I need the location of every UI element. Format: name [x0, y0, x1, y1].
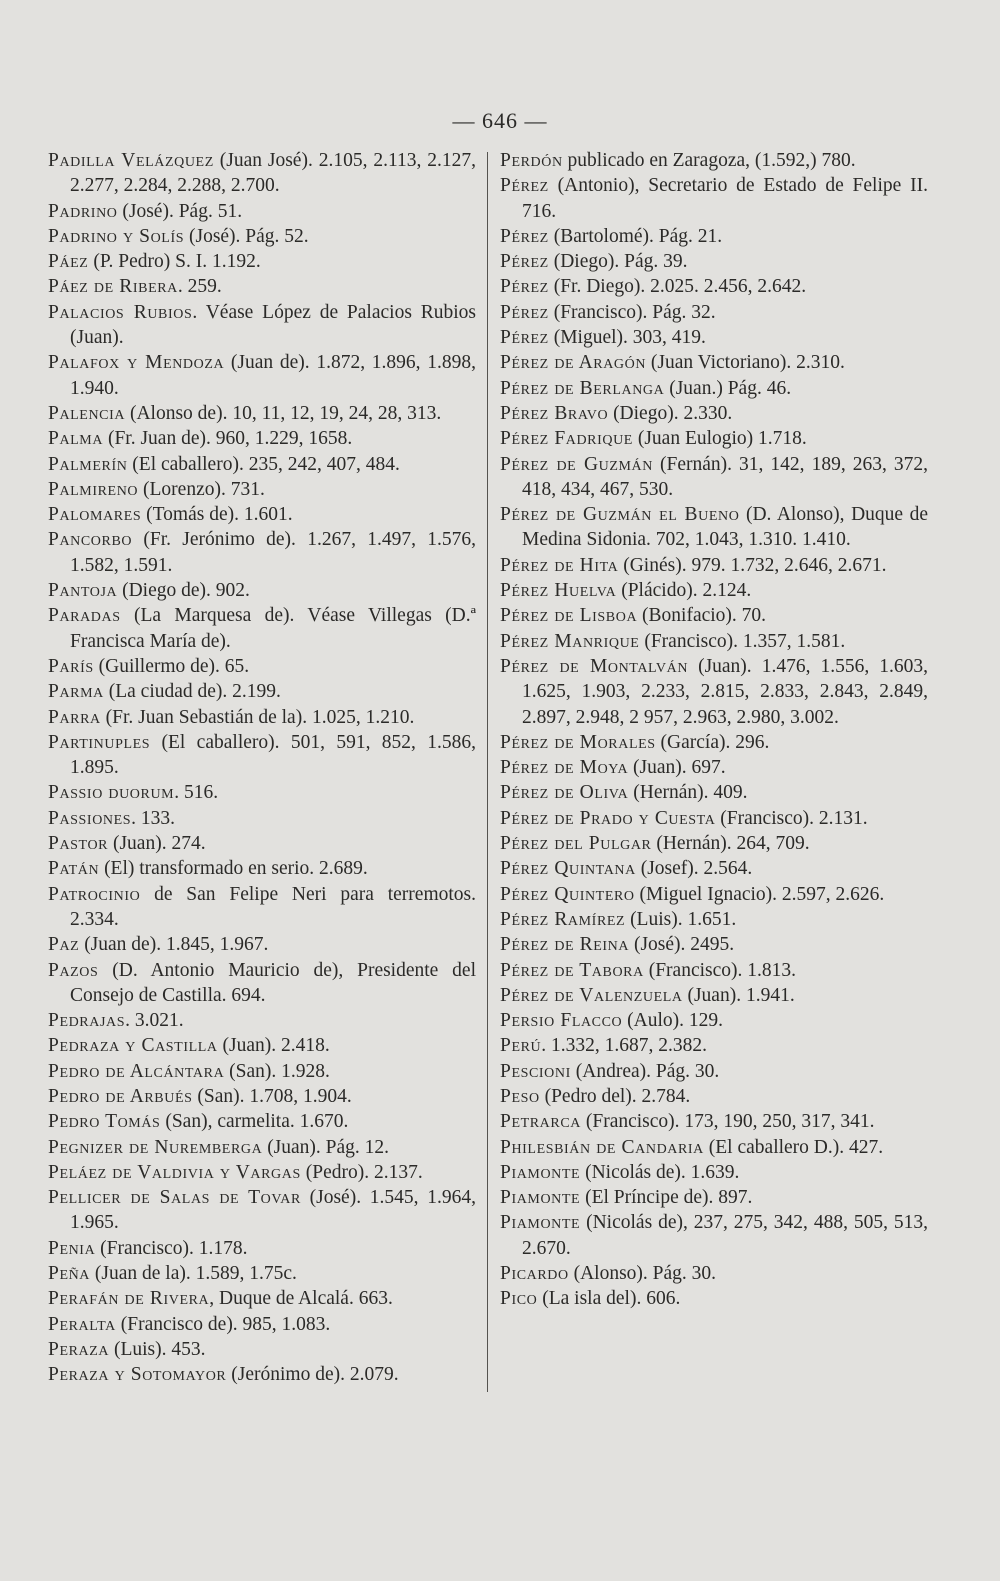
- entry-name: Pérez de Oliva: [500, 782, 629, 804]
- entry-name: Pérez de Morales: [500, 731, 656, 753]
- entry-references: (San). 1.708, 1.904.: [192, 1085, 352, 1107]
- entry-name: Patrocinio: [48, 883, 141, 905]
- index-entry: [48, 1084, 476, 1109]
- index-entry: [500, 882, 928, 907]
- entry-references: (La Marquesa de). Véase Villegas (D.ª Francisca María de).: [70, 605, 476, 652]
- entry-references: (La isla del). 606.: [537, 1288, 681, 1310]
- entry-name: Paradas: [48, 605, 121, 627]
- entry-references: (Ginés). 979. 1.732, 2.646, 2.671.: [618, 554, 887, 576]
- index-entry: [500, 274, 928, 299]
- entry-references: (Fr. Jerónimo de). 1.267, 1.497, 1.576, 1.582, 1.591.: [70, 529, 476, 576]
- entry-name: Pedrajas: [48, 1010, 126, 1032]
- entry-name: Pérez de Moya: [500, 757, 629, 779]
- entry-name: Peraza: [48, 1338, 110, 1360]
- index-entry: [500, 730, 928, 755]
- index-entry: [48, 1312, 476, 1337]
- entry-references: (Jerónimo de). 2.079.: [226, 1364, 399, 1386]
- index-entry: [500, 1210, 928, 1261]
- entry-references: (Juan de la). 1.589, 1.75c.: [90, 1263, 297, 1285]
- entry-name: Penia: [48, 1237, 96, 1259]
- entry-name: Pegnizer de Nuremberga: [48, 1136, 263, 1158]
- entry-references: . 516.: [174, 782, 219, 804]
- entry-name: Piamonte: [500, 1161, 581, 1183]
- entry-name: Picardo: [500, 1263, 569, 1285]
- index-entry: [500, 1008, 928, 1033]
- entry-name: Pérez de Guzmán el Bueno: [500, 504, 740, 526]
- entry-references: (San). 1.928.: [224, 1060, 330, 1082]
- entry-name: Pancorbo: [48, 529, 133, 551]
- entry-references: (Guillermo de). 65.: [93, 655, 250, 677]
- index-entry: [48, 831, 476, 856]
- entry-name: Pescioni: [500, 1060, 571, 1082]
- entry-references: (Juan). 2.418.: [217, 1035, 330, 1057]
- entry-name: Pérez de Berlanga: [500, 377, 665, 399]
- entry-name: Parra: [48, 706, 101, 728]
- entry-references: (D. Antonio Mauricio de), Presidente del Consejo de Castilla. 694.: [70, 959, 476, 1006]
- entry-name: Pérez Manrique: [500, 630, 640, 652]
- entry-name: Pérez de Reina: [500, 934, 630, 956]
- entry-name: Philesbián de Candaria: [500, 1136, 704, 1158]
- entry-name: Peraza y Sotomayor: [48, 1364, 227, 1386]
- entry-name: Pazos: [48, 959, 99, 981]
- entry-references: (Alonso). Pág. 30.: [568, 1263, 717, 1285]
- entry-references: (Fr. Diego). 2.025. 2.456, 2.642.: [548, 276, 807, 298]
- index-entry: [48, 603, 476, 654]
- entry-references: (El caballero). 501, 591, 852, 1.586, 1.895.: [70, 731, 476, 779]
- entry-references: (Alonso de). 10, 11, 12, 19, 24, 28, 313.: [125, 402, 442, 424]
- entry-name: Pico: [500, 1288, 538, 1310]
- entry-name: Pedro de Alcántara: [48, 1060, 225, 1082]
- index-entry: [48, 1286, 476, 1311]
- entry-name: Pérez Ramírez: [500, 908, 626, 930]
- entry-name: Pérez: [500, 327, 549, 349]
- entry-name: Páez de Ribera: [48, 276, 178, 298]
- index-entry: [500, 325, 928, 350]
- entry-references: (P. Pedro) S. I. 1.192.: [88, 251, 261, 273]
- index-entry: [500, 806, 928, 831]
- index-entry: [500, 502, 928, 553]
- entry-references: (Juan). 274.: [108, 833, 206, 855]
- index-entry: [48, 401, 476, 426]
- entry-name: Padilla Velázquez: [48, 150, 214, 171]
- index-entry: [48, 1160, 476, 1185]
- entry-references: (Luis). 1.651.: [625, 908, 737, 930]
- entry-name: Palmerín: [48, 453, 128, 475]
- entry-name: Pérez: [500, 301, 549, 323]
- entry-references: (Francisco). 1.813.: [643, 959, 797, 981]
- index-entry: [500, 907, 928, 932]
- entry-name: Piamonte: [500, 1187, 581, 1209]
- index-entry: [48, 654, 476, 679]
- index-entry: [500, 224, 928, 249]
- index-entry: [48, 350, 476, 401]
- index-entry: [48, 932, 476, 957]
- entry-name: Passio duorum: [48, 782, 175, 804]
- entry-references: (Miguel). 303, 419.: [548, 327, 706, 349]
- column-divider: [487, 152, 488, 1392]
- entry-name: Pérez Quintana: [500, 858, 636, 880]
- entry-references: (Pedro). 2.137.: [300, 1161, 423, 1183]
- entry-references: (El caballero D.). 427.: [703, 1136, 884, 1158]
- index-entry: [500, 1109, 928, 1134]
- entry-references: (Juan). 697.: [628, 757, 726, 779]
- index-entry: [500, 148, 928, 173]
- entry-name: Peralta: [48, 1313, 116, 1335]
- entry-name: Padrino y Solís: [48, 225, 185, 247]
- index-entry: [500, 629, 928, 654]
- entry-name: Pedro Tomás: [48, 1111, 161, 1133]
- entry-references: (Hernán). 264, 709.: [651, 833, 810, 855]
- entry-name: Palafox y Mendoza: [48, 352, 225, 374]
- index-entry: [500, 831, 928, 856]
- entry-name: Petrarca: [500, 1111, 581, 1133]
- entry-name: Pedraza y Castilla: [48, 1035, 218, 1057]
- entry-references: (Francisco). 2.131.: [715, 807, 868, 829]
- entry-references: (Bonifacio). 70.: [637, 605, 767, 627]
- index-entry: [500, 958, 928, 983]
- entry-name: Pérez: [500, 276, 549, 298]
- index-entry: [48, 806, 476, 831]
- entry-name: Paz: [48, 934, 80, 956]
- entry-references: (Hernán). 409.: [628, 782, 748, 804]
- entry-references: (Tomás de). 1.601.: [141, 504, 293, 526]
- index-entry: [48, 882, 476, 933]
- entry-name: Perú: [500, 1035, 542, 1057]
- entry-references: (Luis). 453.: [109, 1338, 206, 1360]
- entry-references: (Juan de). 1.872, 1.896, 1.898, 1.940.: [70, 352, 476, 399]
- entry-references: (Francisco). Pág. 32.: [548, 301, 716, 323]
- entry-name: Pérez de Prado y Cuesta: [500, 807, 716, 829]
- entry-name: Pérez de Montalván: [500, 655, 689, 677]
- entry-references: (José). Pág. 51.: [117, 200, 243, 222]
- index-entry: [500, 350, 928, 375]
- entry-name: Palmireno: [48, 478, 139, 500]
- index-entry: [48, 679, 476, 704]
- entry-references: (Juan). Pág. 12.: [262, 1136, 390, 1158]
- entry-references: (Juan de). 1.845, 1.967.: [79, 934, 269, 956]
- index-entry: [500, 578, 928, 603]
- index-entry: [500, 654, 928, 730]
- entry-name: Pérez: [500, 225, 549, 247]
- index-entry: [500, 249, 928, 274]
- index-entry: [48, 1008, 476, 1033]
- index-entry: [48, 1337, 476, 1362]
- entry-references: (Nicolás de), 237, 275, 342, 488, 505, 513, 2.670.: [522, 1212, 928, 1259]
- entry-references: (Andrea). Pág. 30.: [570, 1060, 720, 1082]
- entry-name: Pérez: [500, 175, 549, 197]
- index-entry: [48, 452, 476, 477]
- entry-name: Peña: [48, 1263, 91, 1285]
- entry-references: (Aulo). 129.: [622, 1010, 724, 1032]
- entry-references: (Diego). Pág. 39.: [548, 251, 688, 273]
- index-entry: [500, 755, 928, 780]
- entry-name: Padrino: [48, 200, 118, 222]
- entry-name: Pérez de Hita: [500, 554, 619, 576]
- entry-references: (José). Pág. 52.: [184, 225, 309, 247]
- index-entry: [500, 1033, 928, 1058]
- index-entry: [48, 1033, 476, 1058]
- index-entry: [500, 1185, 928, 1210]
- index-entry: [500, 426, 928, 451]
- entry-references: (Juan Eulogio) 1.718.: [632, 428, 807, 450]
- entry-references: . 1.332, 1.687, 2.382.: [541, 1035, 707, 1057]
- entry-references: (Miguel Ignacio). 2.597, 2.626.: [634, 883, 885, 905]
- entry-references: (José). 1.545, 1.964, 1.965.: [70, 1187, 476, 1234]
- entry-references: (Nicolás de). 1.639.: [580, 1161, 740, 1183]
- index-entry: [500, 1261, 928, 1286]
- index-entry: [48, 249, 476, 274]
- entry-name: París: [48, 655, 94, 677]
- index-entry: [48, 527, 476, 578]
- index-entry: [48, 1261, 476, 1286]
- index-entry: [48, 1135, 476, 1160]
- entry-name: Pérez de Valenzuela: [500, 984, 683, 1006]
- index-entry: [500, 553, 928, 578]
- entry-name: Pérez Fadrique: [500, 428, 633, 450]
- index-entry: [48, 856, 476, 881]
- entry-references: (Bartolomé). Pág. 21.: [548, 225, 723, 247]
- index-column-right: [500, 148, 928, 1312]
- entry-name: Piamonte: [500, 1212, 581, 1234]
- entry-references: publicado en Zaragoza, (1.592,) 780.: [562, 150, 856, 171]
- entry-name: Perafán de Rivera: [48, 1288, 210, 1310]
- entry-name: Peláez de Valdivia y Vargas: [48, 1161, 301, 1183]
- entry-references: (José). 2495.: [629, 934, 735, 956]
- entry-references: . 259.: [177, 276, 222, 298]
- entry-references: (Antonio), Secretario de Estado de Felipe II. 716.: [522, 175, 928, 222]
- index-column-left: [48, 148, 476, 1388]
- index-entry: [48, 730, 476, 781]
- entry-name: Palomares: [48, 504, 142, 526]
- entry-references: (Josef). 2.564.: [635, 858, 753, 880]
- entry-name: Pantoja: [48, 580, 118, 602]
- entry-name: Pérez de Lisboa: [500, 605, 638, 627]
- entry-name: Pérez Quintero: [500, 883, 635, 905]
- entry-references: (El Príncipe de). 897.: [580, 1187, 753, 1209]
- index-entry: [500, 932, 928, 957]
- entry-name: Palma: [48, 428, 104, 450]
- entry-name: Pérez Huelva: [500, 580, 617, 602]
- index-entry: [500, 1160, 928, 1185]
- index-entry: [500, 983, 928, 1008]
- index-entry: [48, 224, 476, 249]
- index-entry: [500, 1059, 928, 1084]
- entry-references: (El caballero). 235, 242, 407, 484.: [127, 453, 400, 475]
- entry-references: (Francisco de). 985, 1.083.: [115, 1313, 331, 1335]
- entry-name: Pérez Bravo: [500, 402, 609, 424]
- index-entry: [500, 603, 928, 628]
- index-entry: [48, 502, 476, 527]
- entry-references: (Lorenzo). 731.: [138, 478, 265, 500]
- index-entry: [48, 958, 476, 1009]
- entry-references: (Fr. Juan Sebastián de la). 1.025, 1.210.: [100, 706, 415, 728]
- entry-references: (Plácido). 2.124.: [616, 580, 752, 602]
- entry-name: Pérez de Tabora: [500, 959, 644, 981]
- entry-references: (Pedro del). 2.784.: [539, 1085, 691, 1107]
- index-entry: [500, 376, 928, 401]
- entry-references: (Francisco). 173, 190, 250, 317, 341.: [580, 1111, 875, 1133]
- entry-references: (Diego). 2.330.: [608, 402, 733, 424]
- entry-references: (D. Alonso), Duque de Medina Sidonia. 702, 1.043, 1.310. 1.410.: [522, 504, 928, 551]
- entry-references: (Juan). 1.476, 1.556, 1.603, 1.625, 1.903, 2.233, 2.815, 2.833, 2.843, 2.849, 2.897, 2.948, 2 957, 2.963, 2.980, 3.002.: [522, 655, 928, 728]
- entry-name: Partinuples: [48, 731, 151, 753]
- entry-references: (García). 296.: [655, 731, 770, 753]
- entry-name: Pérez: [500, 251, 549, 273]
- entry-references: , Duque de Alcalá. 663.: [209, 1288, 393, 1310]
- entry-references: . 133.: [131, 807, 176, 829]
- entry-name: Peso: [500, 1085, 540, 1107]
- entry-references: (El) transformado en serio. 2.689.: [99, 858, 368, 880]
- index-entry: [500, 300, 928, 325]
- index-entry: [500, 173, 928, 224]
- entry-name: Perdón: [500, 150, 563, 171]
- index-entry: [48, 705, 476, 730]
- index-entry: [48, 300, 476, 351]
- index-entry: [500, 780, 928, 805]
- index-entry: [48, 1185, 476, 1236]
- entry-references: (Juan.) Pág. 46.: [664, 377, 792, 399]
- index-entry: [500, 1135, 928, 1160]
- entry-name: Pastor: [48, 833, 109, 855]
- entry-name: Páez: [48, 251, 89, 273]
- index-entry: [48, 274, 476, 299]
- index-entry: [500, 1286, 928, 1311]
- entry-name: Pérez de Guzmán: [500, 453, 653, 475]
- index-entry: [48, 780, 476, 805]
- index-entry: [500, 401, 928, 426]
- entry-references: . Véase López de Palacios Rubios (Juan).: [70, 301, 476, 349]
- index-entry: [48, 199, 476, 224]
- entry-name: Pellicer de Salas de Tovar: [48, 1187, 301, 1209]
- entry-references: (Francisco). 1.178.: [95, 1237, 248, 1259]
- index-entry: [48, 477, 476, 502]
- index-entry: [48, 426, 476, 451]
- entry-name: Pedro de Arbués: [48, 1085, 193, 1107]
- entry-references: (San), carmelita. 1.670.: [160, 1111, 349, 1133]
- entry-name: Palacios Rubios: [48, 301, 193, 323]
- index-entry: [48, 1059, 476, 1084]
- entry-references: (Francisco). 1.357, 1.581.: [639, 630, 846, 652]
- entry-references: (Fernán). 31, 142, 189, 263, 372, 418, 434, 467, 530.: [522, 453, 928, 500]
- entry-references: (Juan). 1.941.: [682, 984, 795, 1006]
- entry-name: Palencia: [48, 402, 126, 424]
- entry-name: Pérez de Aragón: [500, 352, 647, 374]
- entry-references: . 3.021.: [125, 1010, 184, 1032]
- entry-name: Parma: [48, 681, 104, 703]
- entry-name: Pérez del Pulgar: [500, 833, 652, 855]
- entry-name: Passiones: [48, 807, 132, 829]
- index-entry: [500, 452, 928, 503]
- index-entry: [48, 1236, 476, 1261]
- entry-references: (Juan José). 2.105, 2.113, 2.127, 2.277, 2.284, 2.288, 2.700.: [70, 150, 477, 197]
- entry-references: (Juan Victoriano). 2.310.: [646, 352, 845, 374]
- index-entry: [48, 148, 476, 199]
- page-number: — 646 —: [452, 108, 548, 133]
- entry-references: (Fr. Juan de). 960, 1.229, 1658.: [103, 428, 353, 450]
- entry-references: (La ciudad de). 2.199.: [103, 681, 281, 703]
- entry-name: Persio Flacco: [500, 1010, 623, 1032]
- index-entry: [500, 1084, 928, 1109]
- entry-references: (Diego de). 902.: [117, 580, 250, 602]
- entry-name: Patán: [48, 858, 100, 880]
- entry-references: de San Felipe Neri para terremotos. 2.334.: [70, 883, 476, 930]
- index-entry: [48, 1362, 476, 1387]
- index-entry: [48, 1109, 476, 1134]
- index-entry: [48, 578, 476, 603]
- index-entry: [500, 856, 928, 881]
